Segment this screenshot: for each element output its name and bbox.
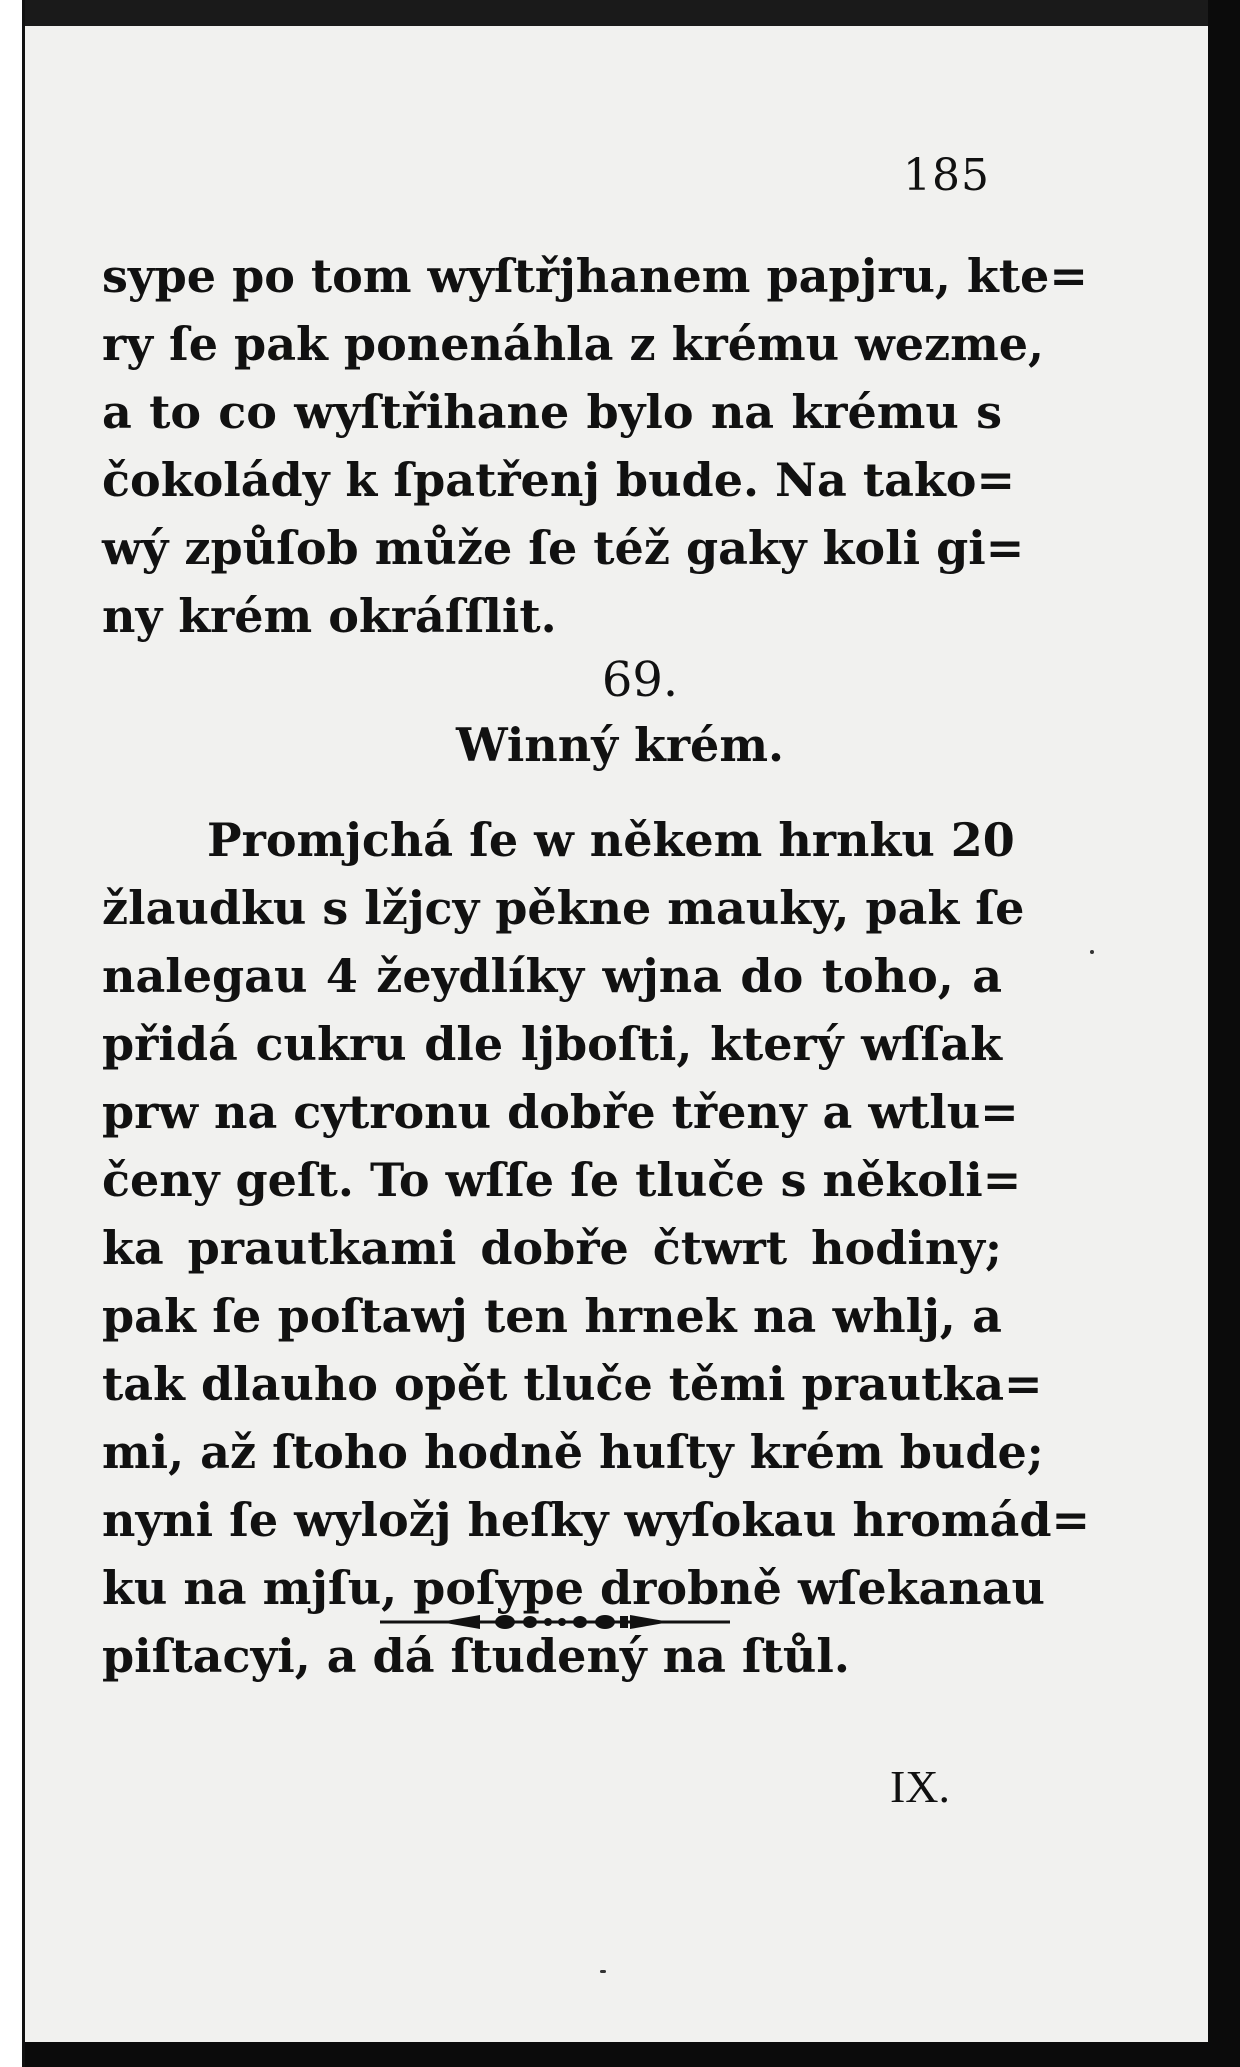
text-line: ry ſe pak ponenáhla z krému wezme, bbox=[102, 317, 1045, 371]
page-number: 185 bbox=[903, 150, 990, 201]
text-line: prw na cytronu dobře třeny a wtlu= bbox=[102, 1085, 1019, 1139]
text-line: wý způſob může ſe též gaky koli gi= bbox=[102, 521, 1025, 575]
scan-bottom-border bbox=[0, 2045, 1240, 2067]
ornament-divider-icon bbox=[380, 1610, 730, 1634]
scan-top-border bbox=[0, 0, 1240, 26]
paper-speck bbox=[600, 1970, 606, 1973]
recipe-title: Winný krém. bbox=[455, 718, 785, 772]
scan-right-border bbox=[1208, 0, 1240, 2067]
text-line: mi, až ſtoho hodně huſty krém bude; bbox=[102, 1425, 1044, 1479]
scan-left-border bbox=[0, 0, 25, 2067]
text-line: čokolády k ſpatřenj bude. Na tako= bbox=[102, 453, 1016, 507]
text-line: žlaudku s lžjcy pěkne mauky, pak ſe bbox=[102, 881, 1025, 935]
text-line: piſtacyi, a dá ſtudený na ſtůl. bbox=[102, 1629, 850, 1683]
continuation-paragraph bbox=[102, 242, 1088, 650]
text-line: ny krém okráſſlit. bbox=[102, 589, 557, 643]
paper-speck bbox=[1090, 950, 1094, 954]
text-line: Promjchá ſe w někem hrnku 20 bbox=[207, 813, 1015, 867]
recipe-number: 69. bbox=[601, 652, 679, 708]
text-line: čeny geſt. To wſſe ſe tluče s několi= bbox=[102, 1153, 1022, 1207]
text-line: ka prautkami dobře čtwrt hodiny; bbox=[102, 1221, 1002, 1275]
text-line: tak dlauho opět tluče těmi prautka= bbox=[102, 1357, 1043, 1411]
catchword: IX. bbox=[889, 1761, 950, 1812]
text-line: a to co wyſtřihane bylo na krému s bbox=[102, 385, 1002, 439]
recipe-paragraph bbox=[102, 806, 1091, 1690]
text-line: přidá cukru dle ljboſti, který wſſak bbox=[102, 1017, 1002, 1071]
text-line: nyni ſe wyložj heſky wyſokau hromád= bbox=[102, 1493, 1091, 1547]
text-line: sype po tom wyſtřjhanem papjru, kte= bbox=[102, 249, 1088, 303]
text-line: ku na mjſu, poſype drobně wſekanau bbox=[102, 1561, 1045, 1615]
text-line: nalegau 4 žeydlíky wjna do toho, a bbox=[102, 949, 1002, 1003]
text-line: pak ſe poſtawj ten hrnek na whlj, a bbox=[102, 1289, 1002, 1343]
